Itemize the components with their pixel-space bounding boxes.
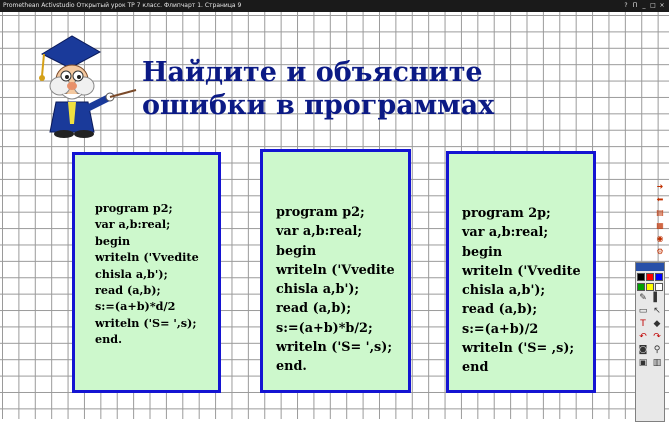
code-listing-2: program p2; var a,b:real; begin writeln ('Vvedite chisla a,b'); read (a,b); s:=(a+b)*b/2; writeln ('S= ',s); end. xyxy=(276,205,395,375)
select-icon[interactable]: ↖ xyxy=(653,306,661,316)
color-palette-row-1 xyxy=(636,273,664,281)
flipchart-icon[interactable]: ▦ xyxy=(656,221,664,230)
color-palette-row-2 xyxy=(636,283,664,291)
color-swatch-red[interactable] xyxy=(646,273,654,281)
tool-row-6 xyxy=(636,358,664,369)
tool-row-4 xyxy=(636,332,664,343)
color-swatch-yellow[interactable] xyxy=(646,283,654,291)
code-card-3[interactable] xyxy=(446,151,596,393)
eraser-icon[interactable]: ▭ xyxy=(638,306,648,316)
color-swatch-white[interactable] xyxy=(655,283,663,291)
tool-row-1 xyxy=(636,293,664,304)
window-title: Promethean Activstudio Открытый урок ТР 7 класс. Флипчарт 1. Страница 9 xyxy=(3,2,242,9)
toolbox-header[interactable] xyxy=(636,263,664,271)
color-swatch-black[interactable] xyxy=(637,273,645,281)
activstudio-toolbox xyxy=(635,262,665,422)
tool-row-2 xyxy=(636,306,664,317)
tools-icon[interactable]: ▣ xyxy=(638,358,648,368)
trash-icon[interactable]: ▥ xyxy=(652,358,662,368)
code-card-1[interactable] xyxy=(72,152,221,393)
window-controls xyxy=(623,0,665,12)
code-listing-3: program 2p; var a,b:real; begin writeln ('Vvedite chisla a,b'); read (a,b); s:=(a+b)/2 writeln ('S= ,s); end xyxy=(462,206,581,376)
code-card-2[interactable] xyxy=(260,149,411,393)
tool-row-3 xyxy=(636,319,664,330)
help-button[interactable]: ? xyxy=(624,2,628,9)
maximize-button[interactable]: □ xyxy=(650,2,656,9)
arrow-left-icon[interactable]: ⬅ xyxy=(656,195,664,204)
page-navigation-toolbar xyxy=(655,182,667,260)
window-titlebar xyxy=(0,0,669,12)
highlighter-icon[interactable]: ▌ xyxy=(653,293,661,303)
arrow-right-icon[interactable]: ➜ xyxy=(656,182,664,191)
slide-headline: Найдите и объясните ошибки в программах xyxy=(142,57,495,121)
text-icon[interactable]: T xyxy=(640,319,646,329)
help-icon[interactable]: ◉ xyxy=(656,234,664,243)
pin-button[interactable]: П xyxy=(632,2,638,9)
zoom-icon[interactable]: ⚲ xyxy=(653,345,661,355)
camera-icon[interactable]: ◙ xyxy=(638,345,648,355)
minimize-button[interactable]: _ xyxy=(642,2,646,9)
close-button[interactable]: × xyxy=(659,2,665,9)
fill-icon[interactable]: ◆ xyxy=(653,319,661,329)
pen-icon[interactable]: ✎ xyxy=(639,293,647,303)
tool-row-5 xyxy=(636,345,664,356)
color-swatch-green[interactable] xyxy=(637,283,645,291)
undo-icon[interactable]: ↶ xyxy=(639,332,647,342)
code-listing-1: program p2; var a,b:real; begin writeln ('Vvedite chisla a,b'); read (a,b); s:=(a+b)*d/2 writeln ('S= ',s); end. xyxy=(95,201,199,347)
redo-icon[interactable]: ↷ xyxy=(653,332,661,342)
color-swatch-blue[interactable] xyxy=(655,273,663,281)
flipchart-page[interactable] xyxy=(0,12,669,419)
professor-mascot-image xyxy=(38,20,140,140)
pages-icon[interactable]: ▤ xyxy=(656,208,664,217)
settings-icon[interactable]: ⚙ xyxy=(656,247,664,256)
